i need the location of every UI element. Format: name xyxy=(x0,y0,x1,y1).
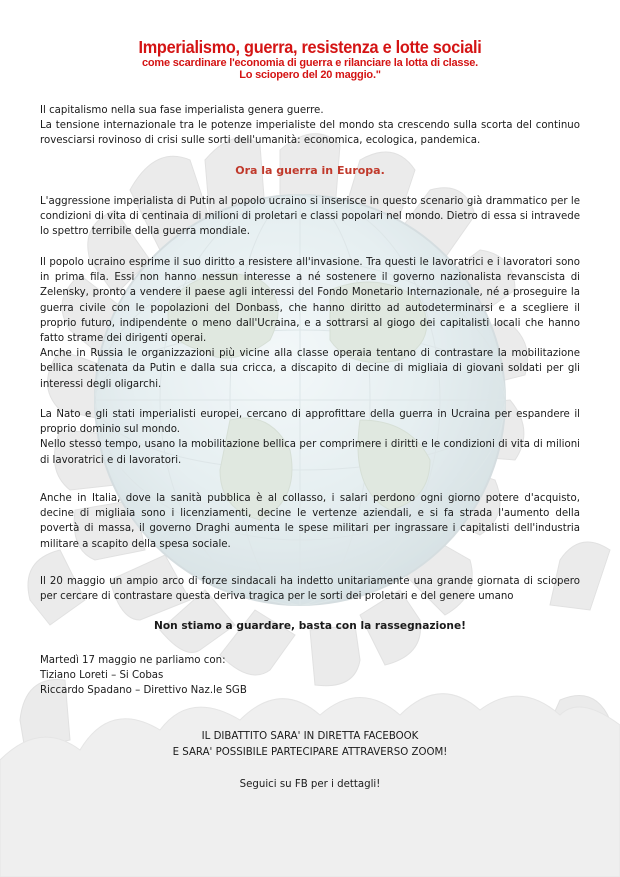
page-title: Imperialismo, guerra, resistenza e lotte sociali xyxy=(138,37,482,57)
paragraph-strike xyxy=(40,574,580,604)
paragraph-russia-text: Anche in Russia le organizzazioni più vicine alla classe operaia tentano di contrastare la mobilitazione bellica scatenata da Putin e dalla sua cricca, a discapito di decine di migliaia di giovani soldati per gli interessi degli oligarchi. xyxy=(40,348,580,390)
broadcast-notice xyxy=(0,729,620,760)
paragraph-ukraine-text: Il popolo ucraino esprime il suo diritto a resistere all'invasione. Tra questi le lavoratrici e i lavoratori sono in prima fila. Essi non hanno nessun interesse a né sostenere il governo nazionalista revanscista di Zelensky, pronto a vendere il paese agli interessi del Fondo Monetario Internazionale, né a proseguire la guerra civile con le popolazioni del Donbass, che hanno diritto ad autodeterminarsi e a scegliere il proprio futuro, indipendente o meno dall'Ucraina, e a sottrarsi al giogo dei capitalisti locali che hanno fatto strame dei dirigenti operai. xyxy=(40,257,580,345)
intro-line-1: Il capitalismo nella sua fase imperialista genera guerre. xyxy=(40,105,324,116)
paragraph-nato xyxy=(40,407,580,468)
paragraph-aggression xyxy=(40,194,580,240)
speaker-1: Tiziano Loreti – Si Cobas xyxy=(40,670,164,682)
page-subtitle-line-2: Lo sciopero del 20 maggio." xyxy=(239,69,381,81)
slogan: Non stiamo a guardare, basta con la rassegnazione! xyxy=(154,620,466,632)
paragraph-ukraine-resistance xyxy=(40,255,580,392)
follow-us: Seguici su FB per i dettagli! xyxy=(239,779,381,790)
section-heading: Ora la guerra in Europa. xyxy=(235,164,385,177)
speaker-2: Riccardo Spadano – Direttivo Naz.le SGB xyxy=(40,685,247,697)
paragraph-nato-text: La Nato e gli stati imperialisti europei, cercano di approfittare della guerra in Ucraina per espandere il proprio dominio sul mondo. xyxy=(40,409,580,436)
event-details xyxy=(40,653,580,699)
event-intro: Martedì 17 maggio ne parliamo con: xyxy=(40,655,226,666)
page-subtitle-line-1: come scardinare l'economia di guerra e rilanciare la lotta di classe. xyxy=(141,57,479,69)
intro-paragraph xyxy=(40,103,580,149)
title-block xyxy=(0,38,620,81)
notice-line-1: IL DIBATTITO SARA' IN DIRETTA FACEBOOK xyxy=(201,731,419,742)
notice-line-2: E SARA' POSSIBILE PARTECIPARE ATTRAVERSO ZOOM! xyxy=(172,746,448,758)
paragraph-italy xyxy=(40,491,580,552)
paragraph-aggression-text: L'aggressione imperialista di Putin al popolo ucraino si inserisce in questo scenario già drammatico per le condizioni di vita di centinaia di milioni di proletari e classi popolari nel mondo. Dietro di essa si intravede lo spettro terribile della guerra mondiale. xyxy=(40,196,580,238)
paragraph-mobilization-text: Nello stesso tempo, usano la mobilitazione bellica per comprimere i diritti e le condizioni di vita di milioni di lavoratrici e di lavoratori. xyxy=(40,439,580,466)
intro-line-2: La tensione internazionale tra le potenze imperialiste del mondo sta crescendo sulla scorta del continuo rovesciarsi rovinoso di crisi sulle sorti dell'umanità: economica, ecologica, pandemica. xyxy=(40,120,580,147)
paragraph-italy-text: Anche in Italia, dove la sanità pubblica è al collasso, i salari perdono ogni giorno potere d'acquisto, decine di migliaia sono i licenziamenti, decine le vertenze aziendali, e si fa strada l'aumento della povertà di massa, il governo Draghi aumenta le spese militari per ingrassare i capitalisti dell'industria militare a scapito della spesa sociale. xyxy=(40,493,580,550)
paragraph-strike-text: Il 20 maggio un ampio arco di forze sindacali ha indetto unitariamente una grande giornata di sciopero per cercare di contrastare questa deriva tragica per le sorti dei proletari e del genere umano xyxy=(40,576,580,603)
